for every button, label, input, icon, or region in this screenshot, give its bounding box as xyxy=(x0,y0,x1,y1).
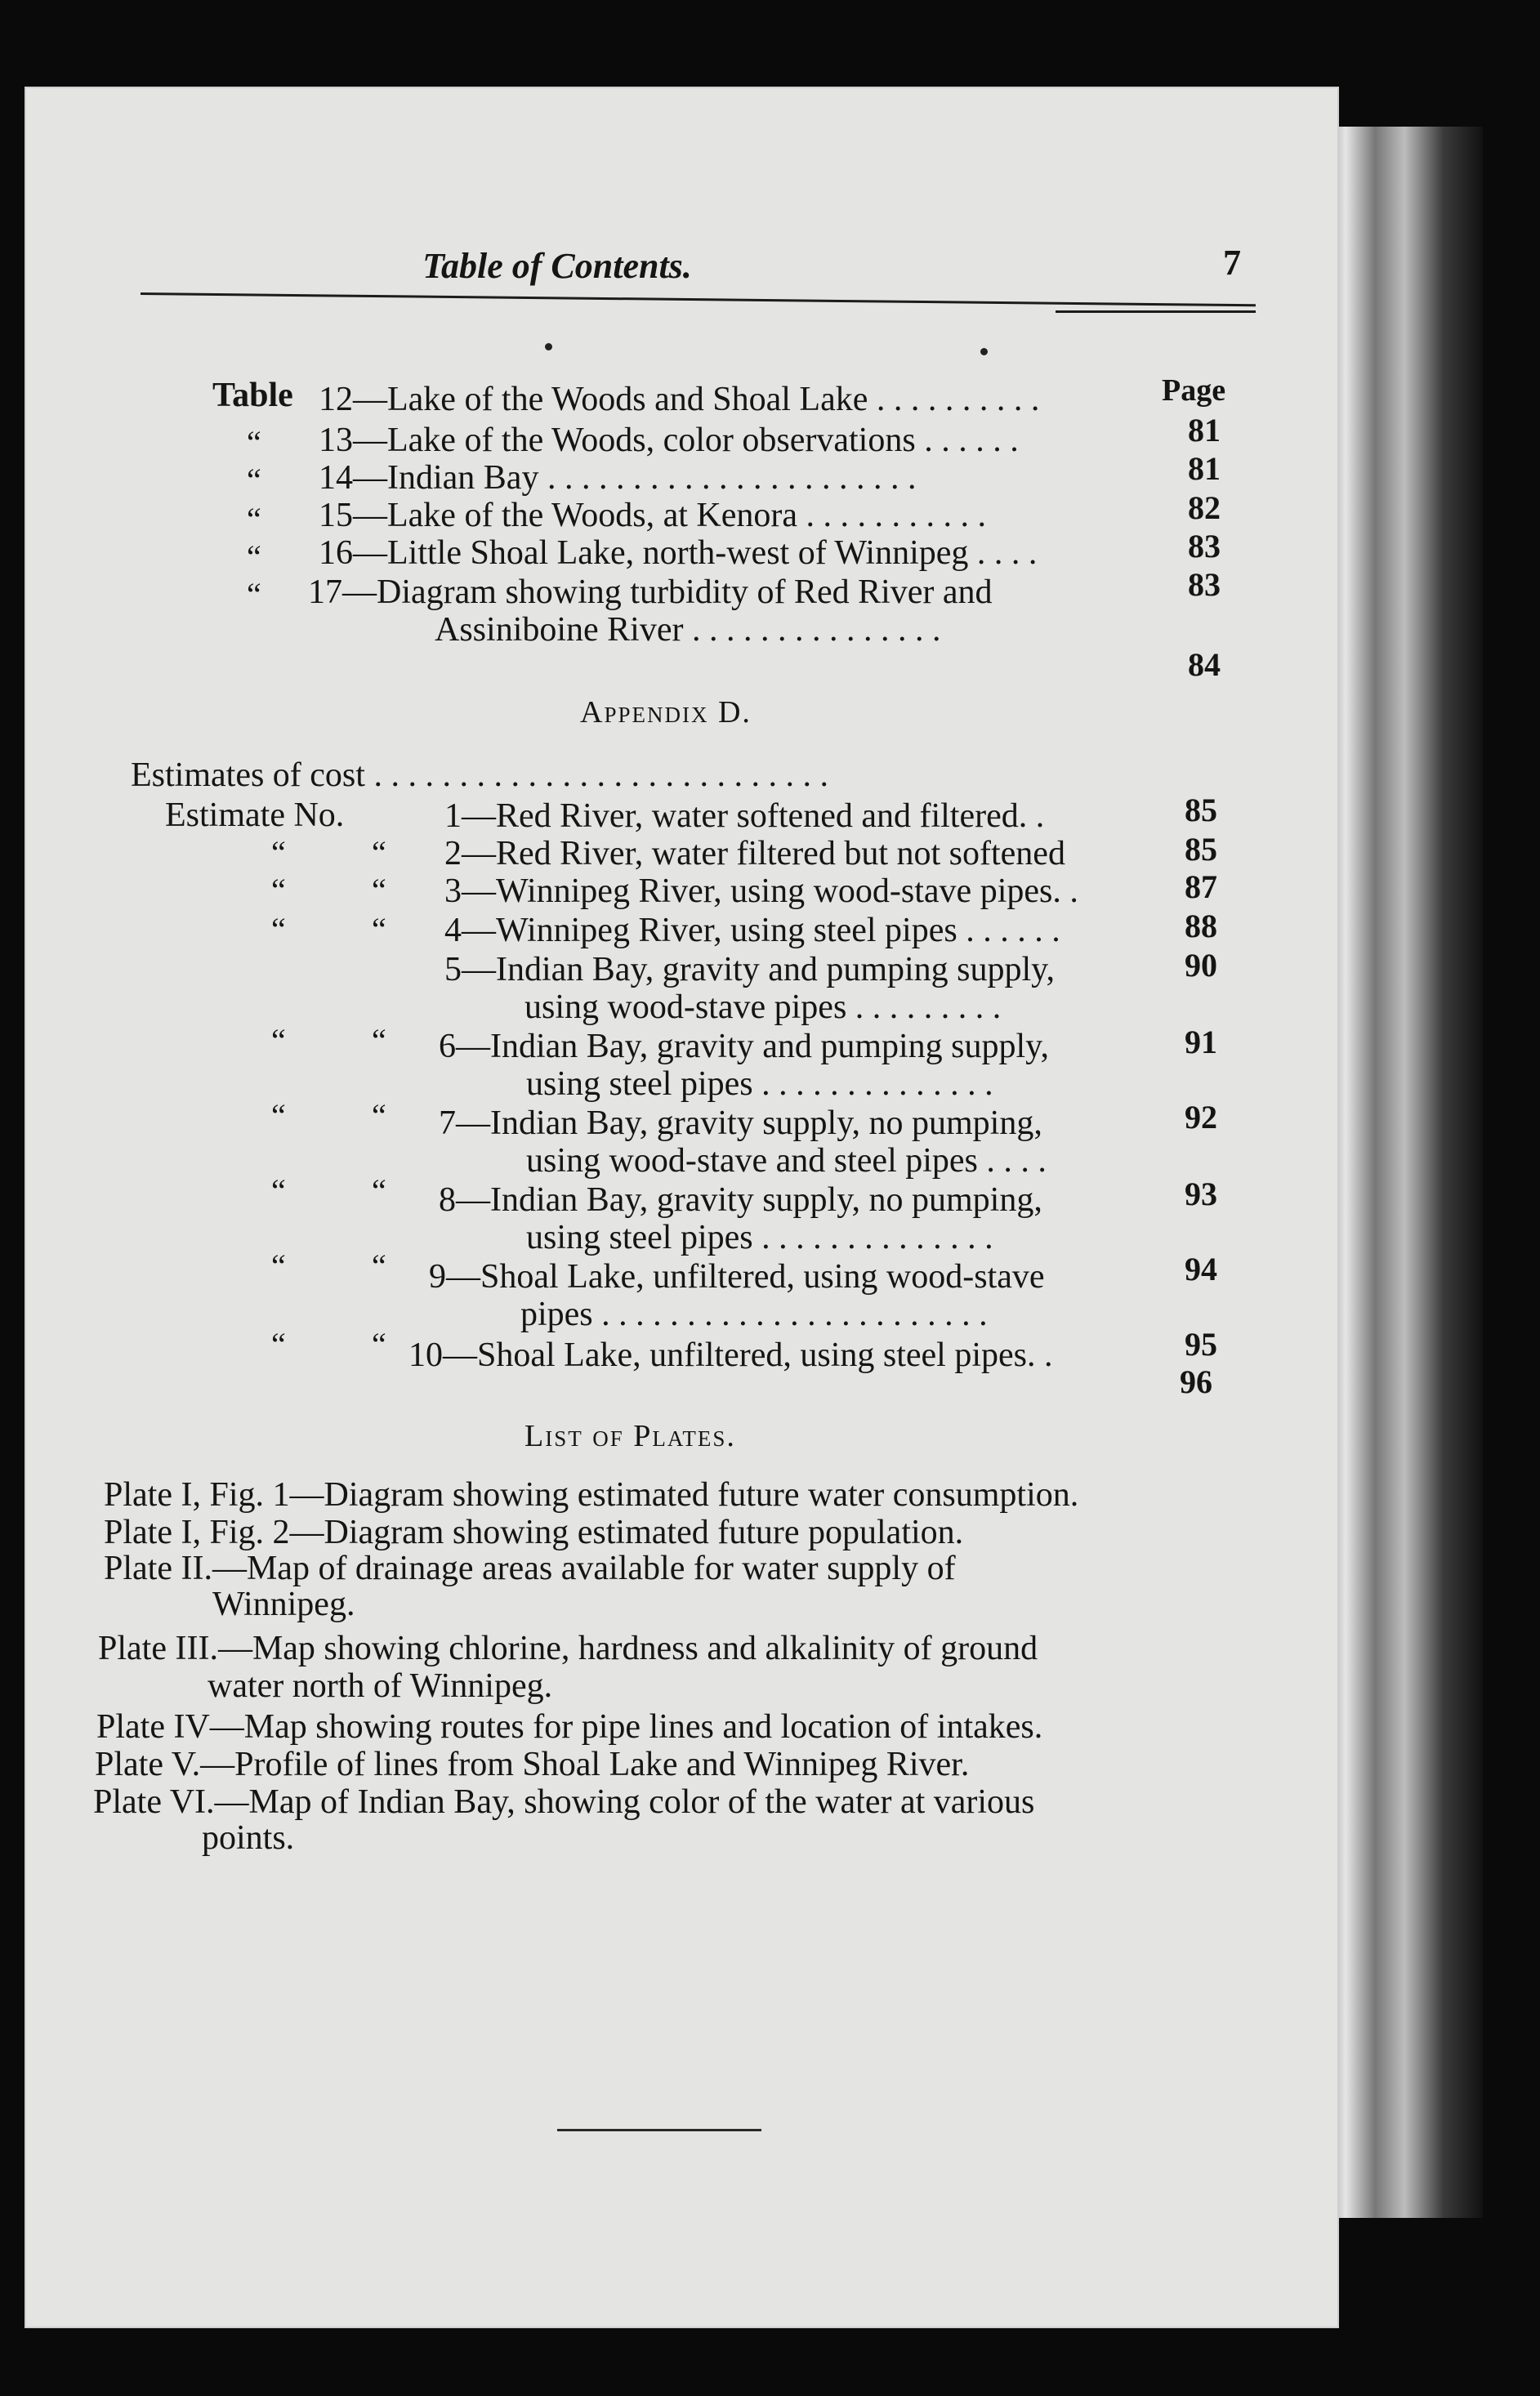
toc-entry-continuation: Assiniboine River . . . . . . . . . . . . . . . xyxy=(435,611,941,649)
toc-entry: 4—Winnipeg River, using steel pipes . . . . . . xyxy=(444,912,1060,949)
plate-entry: Plate I, Fig. 1—Diagram showing estimated future water consumption. xyxy=(104,1476,1079,1514)
toc-entry-text: 12—Lake of the Woods and Shoal Lake . . . . . . . . . . xyxy=(319,381,1040,418)
ditto-mark: “ xyxy=(271,1097,286,1134)
ditto-mark: “ xyxy=(271,911,286,948)
ditto-mark: “ xyxy=(372,1022,386,1059)
plate-entry: Plate II.—Map of drainage areas available for water supply of xyxy=(104,1550,956,1587)
toc-entry-continuation: using steel pipes . . . . . . . . . . . . . . xyxy=(526,1219,993,1256)
plate-entry-continuation: Winnipeg. xyxy=(212,1586,355,1623)
plate-entry-continuation: points. xyxy=(202,1819,295,1857)
toc-page-number: 91 xyxy=(1185,1024,1217,1060)
toc-entry: 6—Indian Bay, gravity and pumping supply, xyxy=(439,1028,1049,1065)
ditto-mark: “ xyxy=(271,1247,286,1284)
plate-entry-continuation: water north of Winnipeg. xyxy=(208,1667,553,1705)
toc-entry-text: 15—Lake of the Woods, at Kenora . . . . . . . . . . . xyxy=(319,497,987,534)
toc-entry: 7—Indian Bay, gravity supply, no pumping, xyxy=(439,1104,1042,1142)
toc-entry-continuation: pipes . . . . . . . . . . . . . . . . . . . . . . . xyxy=(520,1296,988,1333)
toc-entry xyxy=(319,534,1037,572)
toc-page-number: 94 xyxy=(1185,1251,1217,1287)
running-title: Table of Contents. xyxy=(422,246,692,286)
toc-entry: 9—Shoal Lake, unfiltered, using wood-stave xyxy=(429,1258,1045,1296)
toc-page-number: 81 xyxy=(1188,450,1221,487)
ditto-mark: “ xyxy=(271,1172,286,1209)
page-number: 7 xyxy=(1223,243,1241,283)
ditto-mark: “ xyxy=(372,1172,386,1209)
header-rule xyxy=(141,292,1256,306)
toc-page-number: 87 xyxy=(1185,868,1217,905)
page-column-header: Page xyxy=(1162,373,1226,408)
ditto-mark: “ xyxy=(372,911,386,948)
ditto-mark: “ xyxy=(372,1247,386,1284)
book-page xyxy=(26,88,1337,2327)
toc-page-number: 81 xyxy=(1188,412,1221,448)
toc-page-number: 82 xyxy=(1188,489,1221,526)
toc-entry xyxy=(319,497,986,534)
ditto-mark: “ xyxy=(247,538,261,575)
section-heading-plates: List of Plates. xyxy=(524,1419,736,1453)
ditto-mark: “ xyxy=(271,1326,286,1363)
ditto-mark: “ xyxy=(271,872,286,908)
toc-entry: 10—Shoal Lake, unfiltered, using steel pipes. . xyxy=(408,1336,1053,1374)
toc-page-number: 84 xyxy=(1188,646,1221,683)
toc-entry: 5—Indian Bay, gravity and pumping supply, xyxy=(444,951,1055,988)
toc-entry-text: 13—Lake of the Woods, color observations . . . . . . xyxy=(319,422,1019,459)
plate-entry: Plate V.—Profile of lines from Shoal Lake and Winnipeg River. xyxy=(95,1746,970,1783)
ditto-mark: “ xyxy=(271,1022,286,1059)
toc-entry-estimates: Estimates of cost . . . . . . . . . . . . . . . . . . . . . . . . . . . xyxy=(131,756,828,794)
toc-entry: 3—Winnipeg River, using wood-stave pipes. . xyxy=(444,872,1078,910)
toc-entry xyxy=(319,459,916,497)
ditto-mark: “ xyxy=(247,576,261,613)
toc-entry-text: 16—Little Shoal Lake, north-west of Winnipeg . . . . xyxy=(319,534,1038,572)
bottom-rule xyxy=(557,2129,761,2131)
toc-page-number: 92 xyxy=(1185,1099,1217,1136)
estimate-label: Estimate No. xyxy=(165,796,345,834)
ditto-mark: “ xyxy=(271,834,286,871)
toc-entry: 1—Red River, water softened and filtered. . xyxy=(444,797,1045,835)
ditto-mark: “ xyxy=(247,462,261,498)
toc-entry-continuation: using wood-stave and steel pipes . . . . xyxy=(526,1142,1047,1180)
toc-page-number: 90 xyxy=(1185,947,1217,984)
ditto-mark: “ xyxy=(372,872,386,908)
plate-entry: Plate I, Fig. 2—Diagram showing estimated future population. xyxy=(104,1514,964,1551)
toc-entry-text: 14—Indian Bay . . . . . . . . . . . . . . . . . . . . . . xyxy=(319,459,917,497)
toc-page-number: 83 xyxy=(1188,566,1221,603)
decorative-dot xyxy=(980,348,988,355)
ditto-mark: “ xyxy=(372,834,386,871)
plate-entry: Plate III.—Map showing chlorine, hardness and alkalinity of ground xyxy=(98,1630,1038,1667)
toc-page-number: 93 xyxy=(1185,1176,1217,1212)
toc-page-number: 96 xyxy=(1180,1363,1212,1400)
toc-entry xyxy=(319,422,1019,459)
table-prefix: Table xyxy=(212,377,293,414)
plate-entry: Plate VI.—Map of Indian Bay, showing color of the water at various xyxy=(93,1783,1035,1821)
header-rule-right xyxy=(1056,310,1256,313)
toc-entry: 8—Indian Bay, gravity supply, no pumping, xyxy=(439,1181,1042,1219)
decorative-dot xyxy=(545,343,552,350)
ditto-mark: “ xyxy=(372,1326,386,1363)
ditto-mark: “ xyxy=(247,501,261,538)
toc-page-number: 83 xyxy=(1188,528,1221,564)
plate-entry: Plate IV—Map showing routes for pipe lines and location of intakes. xyxy=(96,1708,1043,1746)
toc-entry-continuation: using wood-stave pipes . . . . . . . . . xyxy=(524,988,1002,1026)
toc-page-number: 88 xyxy=(1185,908,1217,944)
toc-entry xyxy=(319,381,1039,418)
toc-page-number: 85 xyxy=(1185,792,1217,828)
toc-entry-text: 17—Diagram showing turbidity of Red River and xyxy=(308,573,993,611)
ditto-mark: “ xyxy=(247,424,261,461)
toc-page-number: 85 xyxy=(1185,831,1217,868)
toc-page-number: 95 xyxy=(1185,1326,1217,1363)
toc-entry xyxy=(308,573,993,611)
section-heading-appendix: Appendix D. xyxy=(580,695,752,730)
toc-entry-continuation: using steel pipes . . . . . . . . . . . . . . xyxy=(526,1065,993,1103)
toc-entry: 2—Red River, water filtered but not softened xyxy=(444,835,1065,872)
ditto-mark: “ xyxy=(372,1097,386,1134)
